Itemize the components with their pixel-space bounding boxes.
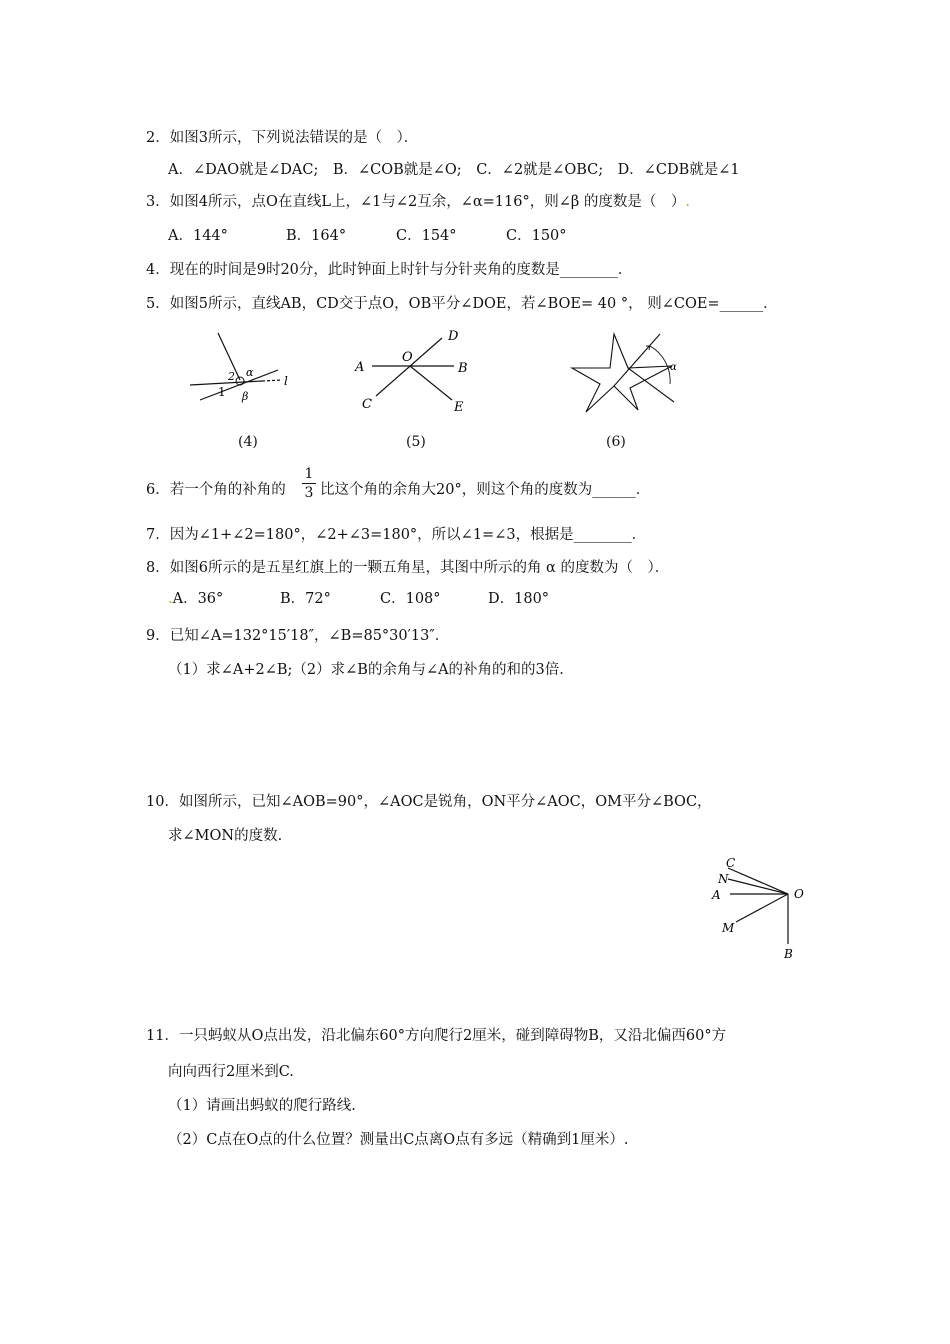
q6-fraction [302,466,316,501]
q6-suffix: 比这个角的余角大20°，则这个角的度数为______． [320,482,651,498]
fig4-label-l: l [284,374,288,388]
figure-4-caption: (4) [238,434,258,450]
q6-prefix: 6．若一个角的补角的 [146,482,286,498]
figure-5-caption: (5) [406,434,426,450]
figure-6 [566,326,686,418]
q10-line2: 求∠MON的度数. [168,828,283,844]
q9-stem: 9．已知∠A=132°15′18″，∠B=85°30′13″． [146,628,450,644]
figure-4 [188,330,298,410]
q8-option-d: D．180° [488,591,550,607]
fig5-label-D: D [448,329,459,344]
fig10-label-A: A [712,888,721,902]
q2-options: A．∠DAO就是∠DAC; B．∠COB就是∠O; C．∠2就是∠OBC; D．∠CDB就是∠1 [168,162,740,178]
fig10-label-N: N [718,872,729,886]
q3-option-d: C．150° [506,228,567,244]
fig5-label-E: E [454,400,464,415]
fig5-label-A: A [355,360,365,375]
fig10-label-M: M [722,921,735,935]
q7-stem: 7．因为∠1+∠2=180°，∠2+∠3=180°，所以∠1=∠3，根据是________． [146,527,647,543]
fig4-label-1: 1 [218,385,226,399]
q5-stem: 5．如图5所示，直线AB，CD交于点O，OB平分∠DOE，若∠BOE= 40 °， 则∠COE=______． [146,296,778,312]
figure-10 [706,852,816,962]
figure-6-caption: (6) [606,434,626,450]
fig10-label-C: C [726,856,736,870]
fig6-label-alpha: α [670,362,677,373]
q11-sub2: （2）C点在O点的什么位置？测量出C点离O点有多远（精确到1厘米）. [168,1132,629,1148]
q3-option-a: A．144° [168,228,228,244]
q3-option-b: B．164° [286,228,347,244]
q3-stem: 3．如图4所示，点O在直线L上，∠1与∠2互余，∠α=116°，则∠β 的度数是（ ）. [146,194,690,210]
figure-5 [350,326,480,416]
fig4-label-2: 2 [228,370,235,383]
q10-stem: 10．如图所示，已知∠AOB=90°，∠AOC是锐角，ON平分∠AOC，OM平分∠BOC， [146,794,712,810]
q11-line2: 向向西行2厘米到C. [168,1064,294,1080]
q3-stem-text: 3．如图4所示，点O在直线L上，∠1与∠2互余，∠α=116°，则∠β 的度数是（ ） [146,194,686,210]
q6-fraction-numerator: 1 [304,466,314,482]
q3-option-c: C．154° [396,228,457,244]
q2-stem: 2．如图3所示，下列说法错误的是（ ）． [146,130,419,146]
fig5-label-B: B [458,361,468,376]
q8-option-b: B．72° [280,591,331,607]
q8-stem: 8．如图6所示的是五星红旗上的一颗五角星，其图中所示的角 α 的度数为（ ）． [146,560,670,576]
fig10-label-B: B [784,947,793,961]
q11-stem: 11．一只蚂蚁从O点出发，沿北偏东60°方向爬行2厘米，碰到障碍物B，又沿北偏西60°方 [146,1028,727,1044]
q11-sub1: （1）请画出蚂蚁的爬行路线. [168,1098,356,1114]
fig4-label-alpha: α [246,366,254,379]
fig5-label-C: C [362,397,372,412]
q8-option-a-text: A．36° [172,591,224,607]
q4-stem: 4．现在的时间是9时20分，此时钟面上时针与分针夹角的度数是________． [146,262,633,278]
fig4-label-beta: β [242,390,249,403]
q8-option-c: C．108° [380,591,441,607]
fig10-label-O: O [794,887,804,901]
fig5-label-O: O [402,350,413,365]
q8-option-a: .A．36° [168,591,224,607]
q9-sub: （1）求∠A+2∠B;（2）求∠B的余角与∠A的补角的和的3倍. [168,662,564,678]
q6-fraction-denominator: 3 [304,485,314,501]
